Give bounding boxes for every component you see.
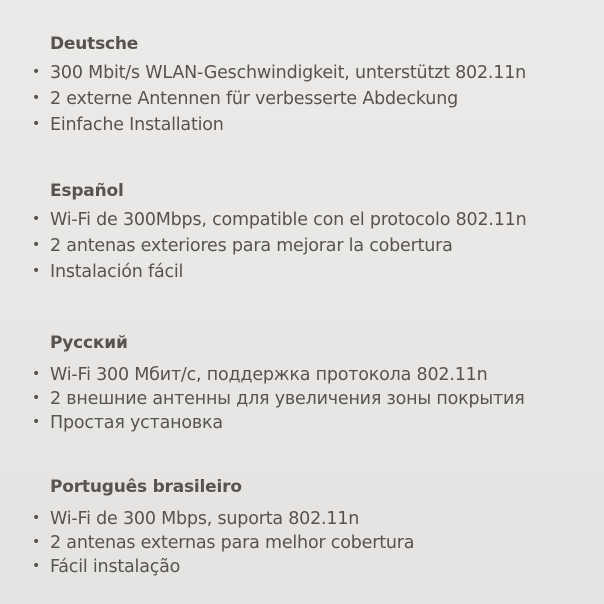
list-item — [32, 533, 414, 553]
bullet-icon: • — [32, 366, 41, 382]
bullet-icon: • — [32, 116, 41, 132]
list-item-text: Einfache Installation — [50, 115, 224, 135]
list-item-text: 2 externe Antennen für verbesserte Abdeckung — [50, 89, 458, 109]
bullet-icon: • — [32, 558, 41, 574]
section-heading: Español — [50, 181, 124, 201]
list-item-text: Instalación fácil — [50, 262, 184, 282]
bullet-icon: • — [32, 534, 41, 550]
list-item — [32, 63, 526, 83]
bullet-icon: • — [32, 263, 41, 279]
list-item-text: Wi-Fi de 300 Mbps, suporta 802.11n — [50, 509, 360, 529]
list-item — [32, 509, 359, 529]
list-item — [32, 413, 223, 433]
bullet-icon: • — [32, 390, 41, 406]
list-item — [32, 236, 453, 256]
section-heading: Português brasileiro — [50, 477, 242, 497]
bullet-icon: • — [32, 237, 41, 253]
list-item-text: 2 внешние антенны для увеличения зоны покрытия — [50, 389, 525, 409]
section-heading: Русский — [50, 333, 128, 353]
list-item-text: 2 antenas externas para melhor cobertura — [50, 533, 415, 553]
list-item — [32, 89, 458, 109]
bullet-icon: • — [32, 64, 41, 80]
bullet-icon: • — [32, 414, 41, 430]
list-item-text: Wi-Fi 300 Мбит/с, поддержка протокола 802.11n — [50, 365, 488, 385]
list-item — [32, 389, 525, 409]
list-item-text: Fácil instalação — [50, 557, 181, 577]
section-heading: Deutsche — [50, 34, 139, 54]
bullet-icon: • — [32, 90, 41, 106]
bullet-icon: • — [32, 211, 41, 227]
bullet-icon: • — [32, 510, 41, 526]
list-item — [32, 115, 224, 135]
list-item — [32, 557, 180, 577]
list-item-text: 300 Mbit/s WLAN-Geschwindigkeit, unterstützt 802.11n — [50, 63, 527, 83]
list-item — [32, 365, 487, 385]
list-item — [32, 262, 183, 282]
list-item — [32, 210, 527, 230]
list-item-text: Простая установка — [50, 413, 223, 433]
list-item-text: 2 antenas exteriores para mejorar la cobertura — [50, 236, 453, 256]
list-item-text: Wi-Fi de 300Mbps, compatible con el protocolo 802.11n — [50, 210, 527, 230]
